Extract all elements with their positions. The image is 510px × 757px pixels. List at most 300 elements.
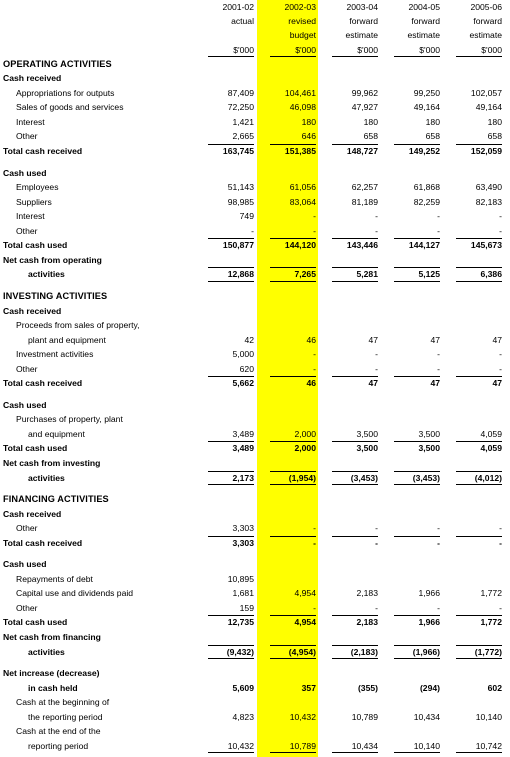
table-row <box>0 572 510 587</box>
row-label: Cash used <box>3 399 47 410</box>
column-header-cell: revised <box>288 16 316 27</box>
table-row <box>0 333 510 348</box>
value-cell: 180 <box>425 116 440 127</box>
value-cell: 83,064 <box>289 196 316 207</box>
value-cell: 47 <box>430 334 440 345</box>
value-cell: 1,772 <box>480 617 502 628</box>
value-cell: - <box>499 349 502 360</box>
value-cell: - <box>375 602 378 613</box>
subtotal-rule <box>456 615 502 616</box>
value-cell: 1,681 <box>232 588 254 599</box>
value-cell: 10,434 <box>351 740 378 751</box>
column-header-cell: estimate <box>407 30 440 41</box>
subtotal-rule <box>332 536 378 537</box>
row-label: Suppliers <box>16 196 52 207</box>
value-cell: 357 <box>301 682 316 693</box>
table-row <box>0 180 510 195</box>
table-row <box>0 289 510 304</box>
value-cell: 151,385 <box>284 146 316 157</box>
subtotal-rule <box>332 267 378 268</box>
subtotal-rule <box>394 441 440 442</box>
table-row <box>0 739 510 754</box>
value-cell: 49,164 <box>475 102 502 113</box>
subtotal-rule <box>270 144 316 145</box>
value-cell: 82,259 <box>413 196 440 207</box>
value-cell: 46,098 <box>289 102 316 113</box>
row-label: Capital use and dividends paid <box>16 588 134 599</box>
column-header-cell: 2003-04 <box>346 2 378 12</box>
subtotal-rule <box>208 471 254 472</box>
value-cell: 1,966 <box>418 617 440 628</box>
row-label: Other <box>16 602 38 613</box>
table-row <box>0 57 510 72</box>
subtotal-rule <box>394 376 440 377</box>
value-cell: 104,461 <box>284 87 316 98</box>
table-row <box>0 267 510 282</box>
value-cell: 62,257 <box>351 182 378 193</box>
row-label: Cash received <box>3 73 62 84</box>
subtotal-rule <box>332 615 378 616</box>
value-cell: 3,500 <box>356 443 378 454</box>
header-row <box>0 28 510 42</box>
value-cell: 152,059 <box>470 146 502 157</box>
column-header-cell: actual <box>231 16 254 27</box>
row-label: Total cash received <box>3 537 83 548</box>
table-row <box>0 557 510 572</box>
value-cell: 12,735 <box>227 617 254 628</box>
row-label: Repayments of debt <box>16 573 93 584</box>
value-cell: (355) <box>357 682 378 693</box>
total-rule <box>208 484 254 485</box>
value-cell: 159 <box>239 602 254 613</box>
value-cell: - <box>499 537 502 548</box>
column-header-cell: estimate <box>469 30 502 41</box>
subtotal-rule <box>394 536 440 537</box>
value-cell: - <box>313 537 316 548</box>
value-cell: 47,927 <box>351 102 378 113</box>
table-row <box>0 238 510 253</box>
value-cell: - <box>313 225 316 236</box>
subtotal-rule <box>456 144 502 145</box>
subtotal-rule <box>208 536 254 537</box>
total-rule <box>270 484 316 485</box>
value-cell: (2,183) <box>350 646 378 657</box>
row-label: Cash used <box>3 167 47 178</box>
table-row <box>0 441 510 456</box>
subtotal-rule <box>270 536 316 537</box>
subtotal-rule <box>208 615 254 616</box>
total-rule <box>332 658 378 659</box>
table-row <box>0 209 510 224</box>
row-label: Net increase (decrease) <box>3 668 100 679</box>
subtotal-rule <box>394 645 440 646</box>
value-cell: 3,303 <box>232 523 254 534</box>
value-cell: (1,772) <box>474 646 502 657</box>
table-row <box>0 536 510 551</box>
value-cell: 46 <box>306 334 316 345</box>
value-cell: 47 <box>430 378 440 389</box>
value-cell: 98,985 <box>227 196 254 207</box>
row-label: Other <box>16 131 38 142</box>
value-cell: - <box>499 523 502 534</box>
value-cell: 2,000 <box>294 443 316 454</box>
table-row <box>0 347 510 362</box>
value-cell: 5,281 <box>356 269 378 280</box>
subtotal-rule <box>208 441 254 442</box>
total-rule <box>270 658 316 659</box>
value-cell: 3,500 <box>418 428 440 439</box>
total-rule <box>208 281 254 282</box>
table-row <box>0 695 510 710</box>
value-cell: - <box>499 602 502 613</box>
value-cell: 10,432 <box>289 711 316 722</box>
value-cell: 5,662 <box>232 378 254 389</box>
value-cell: 7,265 <box>294 269 316 280</box>
value-cell: - <box>499 225 502 236</box>
column-header-cell: $'000 <box>295 44 316 55</box>
subtotal-rule <box>456 267 502 268</box>
value-cell: 1,421 <box>232 116 254 127</box>
row-label: activities <box>28 472 65 483</box>
value-cell: - <box>437 523 440 534</box>
table-row <box>0 129 510 144</box>
table-row <box>0 253 510 268</box>
value-cell: 2,173 <box>232 472 254 483</box>
table-row <box>0 630 510 645</box>
row-label: Other <box>16 363 38 374</box>
row-label: Interest <box>16 211 45 222</box>
table-row <box>0 412 510 427</box>
total-rule <box>332 752 378 753</box>
row-label: activities <box>28 269 65 280</box>
column-header-cell: $'000 <box>357 44 378 55</box>
row-label: Other <box>16 225 38 236</box>
table-row <box>0 507 510 522</box>
value-cell: - <box>375 225 378 236</box>
row-label: reporting period <box>28 740 89 751</box>
value-cell: 72,250 <box>227 102 254 113</box>
table-row <box>0 601 510 616</box>
value-cell: (9,432) <box>226 646 254 657</box>
total-rule <box>332 281 378 282</box>
column-header-cell: forward <box>473 16 502 27</box>
value-cell: 10,140 <box>475 711 502 722</box>
value-cell: 3,500 <box>356 428 378 439</box>
subtotal-rule <box>394 267 440 268</box>
value-cell: 180 <box>301 116 316 127</box>
value-cell: - <box>313 602 316 613</box>
row-label: Net cash from financing <box>3 631 101 642</box>
value-cell: 145,673 <box>470 240 502 251</box>
value-cell: (3,453) <box>412 472 440 483</box>
value-cell: - <box>437 225 440 236</box>
table-row <box>0 521 510 536</box>
value-cell: 658 <box>425 131 440 142</box>
value-cell: 10,742 <box>475 740 502 751</box>
subtotal-rule <box>456 441 502 442</box>
value-cell: (3,453) <box>350 472 378 483</box>
value-cell: - <box>437 602 440 613</box>
subtotal-rule <box>270 645 316 646</box>
table-row <box>0 492 510 507</box>
row-label: Total cash received <box>3 146 83 157</box>
value-cell: - <box>375 363 378 374</box>
value-cell: 10,789 <box>289 740 316 751</box>
value-cell: 5,000 <box>232 349 254 360</box>
total-rule <box>270 752 316 753</box>
value-cell: 658 <box>363 131 378 142</box>
value-cell: 3,303 <box>232 537 254 548</box>
row-label: Total cash used <box>3 617 68 628</box>
column-header-cell: 2005-06 <box>470 2 502 12</box>
value-cell: 81,189 <box>351 196 378 207</box>
value-cell: - <box>375 211 378 222</box>
value-cell: 47 <box>368 378 378 389</box>
value-cell: 63,490 <box>475 182 502 193</box>
value-cell: 143,446 <box>346 240 378 251</box>
table-row <box>0 86 510 101</box>
column-header-cell: $'000 <box>233 44 254 55</box>
value-cell: 2,183 <box>356 617 378 628</box>
table-row <box>0 427 510 442</box>
table-row <box>0 144 510 159</box>
table-row <box>0 318 510 333</box>
value-cell: 144,127 <box>408 240 440 251</box>
subtotal-rule <box>332 238 378 239</box>
total-rule <box>456 658 502 659</box>
value-cell: 3,489 <box>232 428 254 439</box>
total-rule <box>456 484 502 485</box>
table-row <box>0 456 510 471</box>
value-cell: 3,489 <box>232 443 254 454</box>
value-cell: 4,954 <box>294 588 316 599</box>
value-cell: 5,609 <box>232 682 254 693</box>
row-label: FINANCING ACTIVITIES <box>3 494 109 505</box>
column-header-cell: 2004-05 <box>408 2 440 12</box>
value-cell: (1,966) <box>412 646 440 657</box>
value-cell: 150,877 <box>222 240 254 251</box>
row-label: Net cash from operating <box>3 254 102 265</box>
value-cell: 99,962 <box>351 87 378 98</box>
subtotal-rule <box>208 376 254 377</box>
subtotal-rule <box>332 645 378 646</box>
table-row <box>0 376 510 391</box>
table-row <box>0 724 510 739</box>
value-cell: 148,727 <box>346 146 378 157</box>
table-row <box>0 645 510 660</box>
row-label: Total cash used <box>3 443 68 454</box>
value-cell: 47 <box>492 378 502 389</box>
row-label: Appropriations for outputs <box>16 87 115 98</box>
total-rule <box>394 281 440 282</box>
row-label: Total cash received <box>3 378 83 389</box>
subtotal-rule <box>270 615 316 616</box>
value-cell: - <box>313 211 316 222</box>
value-cell: (4,012) <box>474 472 502 483</box>
column-header-cell: $'000 <box>419 44 440 55</box>
value-cell: 61,868 <box>413 182 440 193</box>
row-label: INVESTING ACTIVITIES <box>3 290 108 301</box>
row-label: Investment activities <box>16 349 94 360</box>
table-row <box>0 710 510 725</box>
row-label: Proceeds from sales of property, <box>16 320 140 331</box>
row-label: Total cash used <box>3 240 68 251</box>
table-row <box>0 586 510 601</box>
row-label: the reporting period <box>28 711 103 722</box>
value-cell: 47 <box>492 334 502 345</box>
value-cell: 4,059 <box>480 428 502 439</box>
value-cell: 144,120 <box>284 240 316 251</box>
row-label: plant and equipment <box>28 334 106 345</box>
value-cell: (4,954) <box>288 646 316 657</box>
value-cell: 1,966 <box>418 588 440 599</box>
value-cell: - <box>375 349 378 360</box>
value-cell: 180 <box>363 116 378 127</box>
table-row <box>0 115 510 130</box>
column-header-cell: 2002-03 <box>284 2 316 12</box>
value-cell: 2,000 <box>294 428 316 439</box>
row-label: and equipment <box>28 428 85 439</box>
subtotal-rule <box>394 238 440 239</box>
total-rule <box>394 484 440 485</box>
value-cell: - <box>499 211 502 222</box>
table-row <box>0 195 510 210</box>
value-cell: 620 <box>239 363 254 374</box>
column-header-cell: forward <box>411 16 440 27</box>
value-cell: 149,252 <box>408 146 440 157</box>
row-label: Net cash from investing <box>3 457 101 468</box>
subtotal-rule <box>332 441 378 442</box>
value-cell: 10,895 <box>227 573 254 584</box>
row-label: OPERATING ACTIVITIES <box>3 58 112 69</box>
value-cell: - <box>313 363 316 374</box>
value-cell: 87,409 <box>227 87 254 98</box>
row-label: Cash at the beginning of <box>16 697 110 708</box>
table-row <box>0 304 510 319</box>
value-cell: 61,056 <box>289 182 316 193</box>
table-row <box>0 362 510 377</box>
row-label: Cash received <box>3 305 62 316</box>
subtotal-rule <box>270 267 316 268</box>
subtotal-rule <box>456 238 502 239</box>
subtotal-rule <box>456 471 502 472</box>
row-label: Sales of goods and services <box>16 102 124 113</box>
subtotal-rule <box>270 376 316 377</box>
value-cell: 1,772 <box>480 588 502 599</box>
value-cell: 658 <box>487 131 502 142</box>
subtotal-rule <box>456 645 502 646</box>
value-cell: 10,789 <box>351 711 378 722</box>
table-row <box>0 100 510 115</box>
row-label: Other <box>16 523 38 534</box>
value-cell: 4,954 <box>294 617 316 628</box>
total-rule <box>332 484 378 485</box>
value-cell: 4,059 <box>480 443 502 454</box>
total-rule <box>208 658 254 659</box>
table-row <box>0 166 510 181</box>
subtotal-rule <box>332 376 378 377</box>
value-cell: - <box>437 349 440 360</box>
table-row <box>0 681 510 696</box>
value-cell: 102,057 <box>470 87 502 98</box>
value-cell: 42 <box>244 334 254 345</box>
row-label: Employees <box>16 182 59 193</box>
column-header-cell: 2001-02 <box>222 2 254 12</box>
row-label: activities <box>28 646 65 657</box>
table-row <box>0 224 510 239</box>
value-cell: - <box>437 211 440 222</box>
total-rule <box>394 752 440 753</box>
row-label: in cash held <box>28 682 78 693</box>
value-cell: - <box>499 363 502 374</box>
table-row <box>0 71 510 86</box>
header-row <box>0 43 510 57</box>
row-label: Cash used <box>3 559 47 570</box>
value-cell: 5,125 <box>418 269 440 280</box>
table-row <box>0 471 510 486</box>
value-cell: - <box>313 523 316 534</box>
value-cell: - <box>251 225 254 236</box>
value-cell: - <box>313 349 316 360</box>
column-header-cell: budget <box>289 30 316 41</box>
value-cell: 51,143 <box>227 182 254 193</box>
header-row <box>0 14 510 28</box>
value-cell: - <box>437 363 440 374</box>
value-cell: 163,745 <box>222 146 254 157</box>
value-cell: 2,183 <box>356 588 378 599</box>
column-header-cell: $'000 <box>481 44 502 55</box>
subtotal-rule <box>208 238 254 239</box>
subtotal-rule <box>332 471 378 472</box>
row-label: Purchases of property, plant <box>16 414 123 425</box>
total-rule <box>456 281 502 282</box>
subtotal-rule <box>456 536 502 537</box>
value-cell: 3,500 <box>418 443 440 454</box>
subtotal-rule <box>456 376 502 377</box>
value-cell: 180 <box>487 116 502 127</box>
value-cell: 646 <box>301 131 316 142</box>
value-cell: 99,250 <box>413 87 440 98</box>
value-cell: - <box>437 537 440 548</box>
total-rule <box>394 658 440 659</box>
subtotal-rule <box>270 441 316 442</box>
value-cell: 49,164 <box>413 102 440 113</box>
value-cell: - <box>375 537 378 548</box>
total-rule <box>270 281 316 282</box>
value-cell: 602 <box>487 682 502 693</box>
total-rule <box>208 752 254 753</box>
value-cell: 46 <box>306 378 316 389</box>
value-cell: (294) <box>419 682 440 693</box>
table-row <box>0 398 510 413</box>
subtotal-rule <box>270 471 316 472</box>
subtotal-rule <box>394 615 440 616</box>
subtotal-rule <box>394 471 440 472</box>
value-cell: 82,183 <box>475 196 502 207</box>
value-cell: 2,665 <box>232 131 254 142</box>
subtotal-rule <box>208 144 254 145</box>
value-cell: 4,823 <box>232 711 254 722</box>
row-label: Cash received <box>3 508 62 519</box>
value-cell: (1,954) <box>288 472 316 483</box>
subtotal-rule <box>270 238 316 239</box>
value-cell: 749 <box>239 211 254 222</box>
column-header-cell: forward <box>349 16 378 27</box>
value-cell: 12,868 <box>227 269 254 280</box>
table-row <box>0 615 510 630</box>
header-row <box>0 0 510 14</box>
value-cell: 6,386 <box>480 269 502 280</box>
